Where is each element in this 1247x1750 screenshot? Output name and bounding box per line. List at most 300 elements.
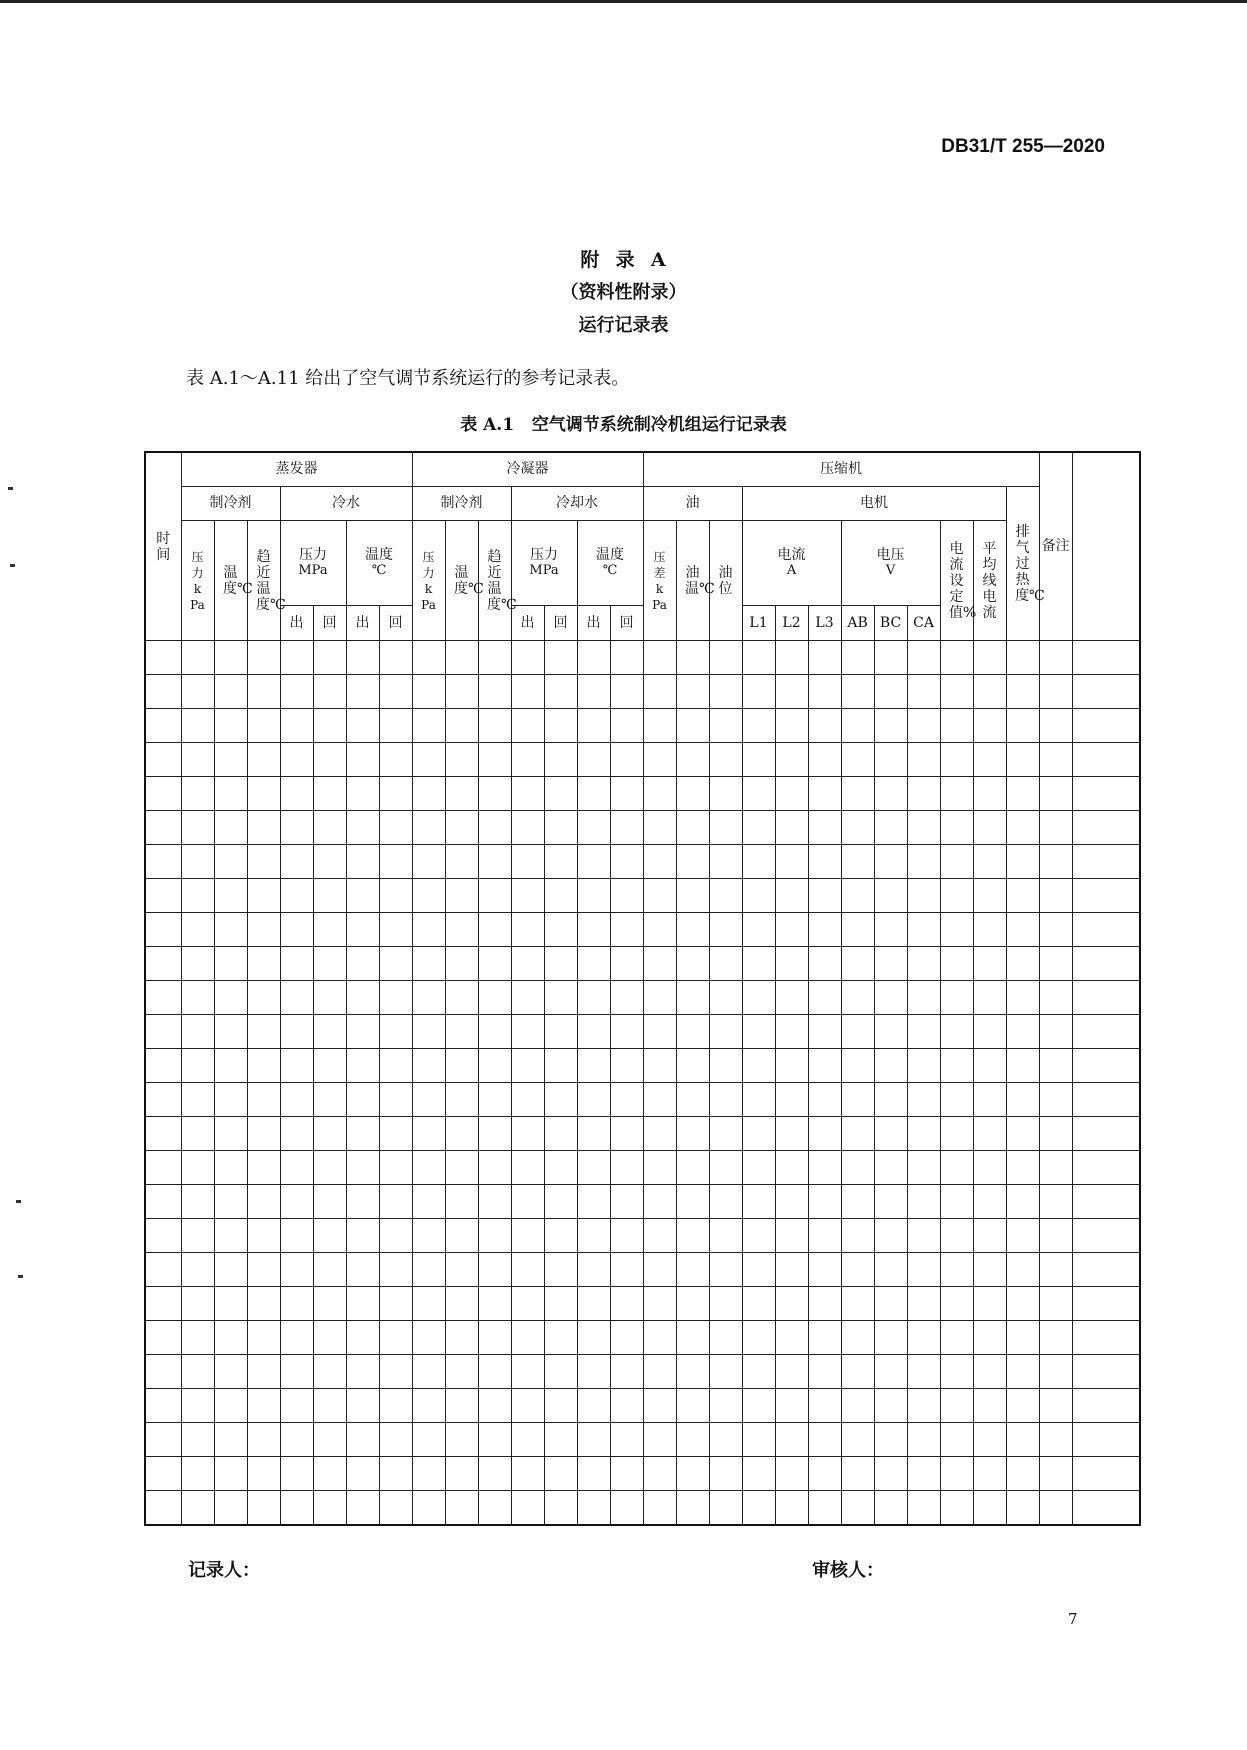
table-cell[interactable]: [676, 777, 709, 811]
table-cell[interactable]: [775, 777, 808, 811]
table-cell[interactable]: [247, 1457, 280, 1491]
table-cell[interactable]: [973, 675, 1006, 709]
table-cell[interactable]: [313, 743, 346, 777]
table-cell[interactable]: [445, 1049, 478, 1083]
table-cell[interactable]: [1039, 1015, 1072, 1049]
table-cell[interactable]: [412, 709, 445, 743]
table-cell[interactable]: [874, 1219, 907, 1253]
table-cell[interactable]: [214, 879, 247, 913]
table-cell[interactable]: [940, 947, 973, 981]
table-cell[interactable]: [511, 1423, 544, 1457]
table-cell[interactable]: [181, 1049, 214, 1083]
table-cell[interactable]: [709, 947, 742, 981]
table-cell[interactable]: [313, 1253, 346, 1287]
table-cell[interactable]: [1072, 1049, 1140, 1083]
table-cell[interactable]: [247, 1117, 280, 1151]
table-cell[interactable]: [775, 1253, 808, 1287]
table-cell[interactable]: [1006, 1457, 1039, 1491]
table-cell[interactable]: [676, 675, 709, 709]
table-cell[interactable]: [775, 743, 808, 777]
table-cell[interactable]: [610, 1083, 643, 1117]
table-cell[interactable]: [511, 641, 544, 675]
table-cell[interactable]: [247, 1321, 280, 1355]
table-cell[interactable]: [478, 1219, 511, 1253]
table-cell[interactable]: [478, 743, 511, 777]
table-cell[interactable]: [544, 1151, 577, 1185]
table-cell[interactable]: [610, 1287, 643, 1321]
table-cell[interactable]: [478, 947, 511, 981]
table-cell[interactable]: [610, 1389, 643, 1423]
table-cell[interactable]: [676, 1185, 709, 1219]
table-cell[interactable]: [379, 1491, 412, 1526]
table-cell[interactable]: [1039, 913, 1072, 947]
table-cell[interactable]: [346, 981, 379, 1015]
table-cell[interactable]: [1039, 981, 1072, 1015]
table-cell[interactable]: [346, 811, 379, 845]
table-cell[interactable]: [313, 777, 346, 811]
table-cell[interactable]: [709, 913, 742, 947]
table-cell[interactable]: [1072, 1423, 1140, 1457]
table-cell[interactable]: [511, 845, 544, 879]
table-cell[interactable]: [643, 1083, 676, 1117]
table-cell[interactable]: [643, 1321, 676, 1355]
table-cell[interactable]: [973, 1083, 1006, 1117]
table-cell[interactable]: [907, 1355, 940, 1389]
table-cell[interactable]: [511, 811, 544, 845]
table-cell[interactable]: [742, 641, 775, 675]
table-cell[interactable]: [478, 1151, 511, 1185]
table-cell[interactable]: [412, 1219, 445, 1253]
table-cell[interactable]: [643, 1355, 676, 1389]
table-cell[interactable]: [1072, 947, 1140, 981]
table-cell[interactable]: [742, 1185, 775, 1219]
table-cell[interactable]: [742, 981, 775, 1015]
table-cell[interactable]: [145, 1355, 181, 1389]
table-cell[interactable]: [709, 1049, 742, 1083]
table-cell[interactable]: [709, 777, 742, 811]
table-cell[interactable]: [478, 1355, 511, 1389]
table-cell[interactable]: [1039, 1253, 1072, 1287]
table-cell[interactable]: [907, 1321, 940, 1355]
table-cell[interactable]: [709, 811, 742, 845]
table-cell[interactable]: [445, 1423, 478, 1457]
table-cell[interactable]: [313, 1355, 346, 1389]
table-cell[interactable]: [346, 1457, 379, 1491]
table-cell[interactable]: [676, 1151, 709, 1185]
table-cell[interactable]: [907, 1185, 940, 1219]
table-cell[interactable]: [280, 1389, 313, 1423]
table-cell[interactable]: [478, 1015, 511, 1049]
table-cell[interactable]: [181, 1015, 214, 1049]
table-cell[interactable]: [445, 709, 478, 743]
table-cell[interactable]: [643, 675, 676, 709]
table-cell[interactable]: [544, 709, 577, 743]
table-cell[interactable]: [1006, 1049, 1039, 1083]
table-cell[interactable]: [1006, 1117, 1039, 1151]
table-cell[interactable]: [346, 1185, 379, 1219]
table-cell[interactable]: [709, 1151, 742, 1185]
table-cell[interactable]: [511, 1049, 544, 1083]
table-cell[interactable]: [676, 1219, 709, 1253]
table-cell[interactable]: [544, 845, 577, 879]
table-cell[interactable]: [577, 1355, 610, 1389]
table-cell[interactable]: [379, 1083, 412, 1117]
table-cell[interactable]: [511, 879, 544, 913]
table-cell[interactable]: [145, 981, 181, 1015]
table-cell[interactable]: [709, 675, 742, 709]
table-cell[interactable]: [214, 845, 247, 879]
table-cell[interactable]: [808, 1321, 841, 1355]
table-cell[interactable]: [709, 1117, 742, 1151]
table-cell[interactable]: [247, 947, 280, 981]
table-cell[interactable]: [808, 981, 841, 1015]
table-cell[interactable]: [511, 1253, 544, 1287]
table-cell[interactable]: [775, 1185, 808, 1219]
table-cell[interactable]: [577, 1219, 610, 1253]
table-cell[interactable]: [181, 1321, 214, 1355]
table-cell[interactable]: [145, 1015, 181, 1049]
table-cell[interactable]: [643, 811, 676, 845]
table-cell[interactable]: [247, 981, 280, 1015]
table-cell[interactable]: [742, 1117, 775, 1151]
table-cell[interactable]: [841, 1219, 874, 1253]
table-cell[interactable]: [874, 947, 907, 981]
table-cell[interactable]: [940, 675, 973, 709]
table-cell[interactable]: [742, 1049, 775, 1083]
table-cell[interactable]: [973, 811, 1006, 845]
table-cell[interactable]: [313, 981, 346, 1015]
table-cell[interactable]: [445, 777, 478, 811]
table-cell[interactable]: [940, 743, 973, 777]
table-cell[interactable]: [214, 1185, 247, 1219]
table-cell[interactable]: [181, 1117, 214, 1151]
table-cell[interactable]: [973, 743, 1006, 777]
table-cell[interactable]: [577, 1389, 610, 1423]
table-cell[interactable]: [181, 1355, 214, 1389]
table-cell[interactable]: [247, 1185, 280, 1219]
table-cell[interactable]: [247, 1423, 280, 1457]
table-cell[interactable]: [511, 1185, 544, 1219]
table-cell[interactable]: [973, 913, 1006, 947]
table-cell[interactable]: [412, 1457, 445, 1491]
table-cell[interactable]: [511, 1083, 544, 1117]
table-cell[interactable]: [181, 879, 214, 913]
table-cell[interactable]: [709, 1219, 742, 1253]
table-cell[interactable]: [907, 1219, 940, 1253]
table-cell[interactable]: [1006, 1253, 1039, 1287]
table-cell[interactable]: [643, 1457, 676, 1491]
table-cell[interactable]: [145, 1423, 181, 1457]
table-cell[interactable]: [145, 1287, 181, 1321]
table-cell[interactable]: [214, 1491, 247, 1526]
table-cell[interactable]: [247, 1015, 280, 1049]
table-cell[interactable]: [940, 879, 973, 913]
table-cell[interactable]: [610, 675, 643, 709]
table-cell[interactable]: [973, 1457, 1006, 1491]
table-cell[interactable]: [181, 1083, 214, 1117]
table-cell[interactable]: [346, 641, 379, 675]
table-cell[interactable]: [511, 1457, 544, 1491]
table-cell[interactable]: [610, 947, 643, 981]
table-cell[interactable]: [511, 913, 544, 947]
table-cell[interactable]: [1006, 845, 1039, 879]
table-cell[interactable]: [841, 1083, 874, 1117]
table-cell[interactable]: [676, 879, 709, 913]
table-cell[interactable]: [940, 1049, 973, 1083]
table-cell[interactable]: [742, 777, 775, 811]
table-cell[interactable]: [181, 1287, 214, 1321]
table-cell[interactable]: [214, 811, 247, 845]
table-cell[interactable]: [544, 981, 577, 1015]
table-cell[interactable]: [973, 879, 1006, 913]
table-cell[interactable]: [478, 1185, 511, 1219]
table-cell[interactable]: [973, 1355, 1006, 1389]
table-cell[interactable]: [940, 913, 973, 947]
table-cell[interactable]: [742, 1287, 775, 1321]
table-cell[interactable]: [808, 1389, 841, 1423]
table-cell[interactable]: [445, 879, 478, 913]
table-cell[interactable]: [379, 1117, 412, 1151]
table-cell[interactable]: [874, 1287, 907, 1321]
table-cell[interactable]: [412, 1253, 445, 1287]
table-cell[interactable]: [313, 1491, 346, 1526]
table-cell[interactable]: [478, 1321, 511, 1355]
table-cell[interactable]: [313, 675, 346, 709]
table-cell[interactable]: [445, 1389, 478, 1423]
table-cell[interactable]: [907, 1423, 940, 1457]
table-cell[interactable]: [346, 743, 379, 777]
table-cell[interactable]: [841, 1457, 874, 1491]
table-cell[interactable]: [577, 1015, 610, 1049]
table-cell[interactable]: [676, 743, 709, 777]
table-cell[interactable]: [214, 1287, 247, 1321]
table-cell[interactable]: [379, 1389, 412, 1423]
table-cell[interactable]: [742, 1423, 775, 1457]
table-cell[interactable]: [841, 709, 874, 743]
table-cell[interactable]: [808, 1185, 841, 1219]
table-cell[interactable]: [1072, 1287, 1140, 1321]
table-cell[interactable]: [775, 1015, 808, 1049]
table-cell[interactable]: [247, 1219, 280, 1253]
table-cell[interactable]: [874, 777, 907, 811]
table-cell[interactable]: [874, 1423, 907, 1457]
table-cell[interactable]: [247, 641, 280, 675]
table-cell[interactable]: [577, 981, 610, 1015]
table-cell[interactable]: [214, 675, 247, 709]
table-cell[interactable]: [478, 1287, 511, 1321]
table-cell[interactable]: [346, 1049, 379, 1083]
table-cell[interactable]: [577, 641, 610, 675]
table-cell[interactable]: [841, 777, 874, 811]
table-cell[interactable]: [841, 641, 874, 675]
table-cell[interactable]: [841, 947, 874, 981]
table-cell[interactable]: [145, 1151, 181, 1185]
table-cell[interactable]: [445, 1219, 478, 1253]
table-cell[interactable]: [247, 743, 280, 777]
table-cell[interactable]: [610, 1117, 643, 1151]
table-cell[interactable]: [280, 641, 313, 675]
table-cell[interactable]: [874, 811, 907, 845]
table-cell[interactable]: [973, 1253, 1006, 1287]
table-cell[interactable]: [841, 1423, 874, 1457]
table-cell[interactable]: [775, 1457, 808, 1491]
table-cell[interactable]: [808, 743, 841, 777]
table-cell[interactable]: [445, 1321, 478, 1355]
table-cell[interactable]: [973, 1015, 1006, 1049]
table-cell[interactable]: [511, 1287, 544, 1321]
table-cell[interactable]: [808, 709, 841, 743]
table-cell[interactable]: [181, 1423, 214, 1457]
table-cell[interactable]: [742, 1491, 775, 1526]
table-cell[interactable]: [577, 879, 610, 913]
table-cell[interactable]: [1072, 641, 1140, 675]
table-cell[interactable]: [907, 1117, 940, 1151]
table-cell[interactable]: [280, 1423, 313, 1457]
table-cell[interactable]: [181, 845, 214, 879]
table-cell[interactable]: [379, 1423, 412, 1457]
table-cell[interactable]: [247, 1083, 280, 1117]
table-cell[interactable]: [874, 1491, 907, 1526]
table-cell[interactable]: [247, 913, 280, 947]
table-cell[interactable]: [1039, 1083, 1072, 1117]
table-cell[interactable]: [808, 1083, 841, 1117]
table-cell[interactable]: [313, 1287, 346, 1321]
table-cell[interactable]: [742, 1083, 775, 1117]
table-cell[interactable]: [808, 675, 841, 709]
table-cell[interactable]: [808, 1151, 841, 1185]
table-cell[interactable]: [709, 641, 742, 675]
table-cell[interactable]: [940, 1117, 973, 1151]
table-cell[interactable]: [1006, 913, 1039, 947]
table-cell[interactable]: [313, 1083, 346, 1117]
table-cell[interactable]: [643, 777, 676, 811]
table-cell[interactable]: [775, 981, 808, 1015]
table-cell[interactable]: [973, 1117, 1006, 1151]
table-cell[interactable]: [775, 1151, 808, 1185]
table-cell[interactable]: [643, 641, 676, 675]
table-cell[interactable]: [643, 1253, 676, 1287]
table-cell[interactable]: [808, 1491, 841, 1526]
table-cell[interactable]: [808, 947, 841, 981]
table-cell[interactable]: [1039, 947, 1072, 981]
table-cell[interactable]: [907, 1083, 940, 1117]
table-cell[interactable]: [643, 1389, 676, 1423]
table-cell[interactable]: [1072, 1389, 1140, 1423]
table-cell[interactable]: [676, 1491, 709, 1526]
table-cell[interactable]: [247, 1389, 280, 1423]
table-cell[interactable]: [247, 1253, 280, 1287]
table-cell[interactable]: [874, 1049, 907, 1083]
table-cell[interactable]: [742, 879, 775, 913]
table-cell[interactable]: [478, 709, 511, 743]
table-cell[interactable]: [874, 675, 907, 709]
table-cell[interactable]: [346, 1423, 379, 1457]
table-cell[interactable]: [313, 1457, 346, 1491]
table-cell[interactable]: [1039, 1287, 1072, 1321]
table-cell[interactable]: [445, 1151, 478, 1185]
table-cell[interactable]: [940, 1423, 973, 1457]
table-cell[interactable]: [412, 1117, 445, 1151]
table-cell[interactable]: [775, 1083, 808, 1117]
table-cell[interactable]: [1072, 675, 1140, 709]
table-cell[interactable]: [1006, 879, 1039, 913]
table-cell[interactable]: [940, 1219, 973, 1253]
table-cell[interactable]: [973, 1219, 1006, 1253]
table-cell[interactable]: [775, 1287, 808, 1321]
table-cell[interactable]: [1006, 743, 1039, 777]
table-cell[interactable]: [577, 1491, 610, 1526]
table-cell[interactable]: [1072, 879, 1140, 913]
table-cell[interactable]: [379, 675, 412, 709]
table-cell[interactable]: [445, 913, 478, 947]
table-cell[interactable]: [1072, 1151, 1140, 1185]
table-cell[interactable]: [841, 1491, 874, 1526]
table-cell[interactable]: [1039, 743, 1072, 777]
table-cell[interactable]: [280, 1185, 313, 1219]
table-cell[interactable]: [145, 845, 181, 879]
table-cell[interactable]: [313, 845, 346, 879]
table-cell[interactable]: [841, 1049, 874, 1083]
table-cell[interactable]: [1039, 1423, 1072, 1457]
table-cell[interactable]: [577, 1287, 610, 1321]
table-cell[interactable]: [214, 777, 247, 811]
table-cell[interactable]: [907, 1491, 940, 1526]
table-cell[interactable]: [808, 1253, 841, 1287]
table-cell[interactable]: [412, 1355, 445, 1389]
table-cell[interactable]: [709, 743, 742, 777]
table-cell[interactable]: [742, 1321, 775, 1355]
table-cell[interactable]: [742, 1219, 775, 1253]
table-cell[interactable]: [214, 1389, 247, 1423]
table-cell[interactable]: [1072, 1083, 1140, 1117]
table-cell[interactable]: [841, 1117, 874, 1151]
table-cell[interactable]: [181, 1457, 214, 1491]
table-cell[interactable]: [214, 1083, 247, 1117]
table-cell[interactable]: [643, 1049, 676, 1083]
table-cell[interactable]: [412, 1015, 445, 1049]
table-cell[interactable]: [610, 1321, 643, 1355]
table-cell[interactable]: [709, 1321, 742, 1355]
table-cell[interactable]: [445, 845, 478, 879]
table-cell[interactable]: [577, 811, 610, 845]
table-cell[interactable]: [1072, 845, 1140, 879]
table-cell[interactable]: [280, 845, 313, 879]
table-cell[interactable]: [145, 879, 181, 913]
table-cell[interactable]: [940, 1321, 973, 1355]
table-cell[interactable]: [214, 913, 247, 947]
table-cell[interactable]: [346, 1015, 379, 1049]
table-cell[interactable]: [775, 675, 808, 709]
table-cell[interactable]: [907, 641, 940, 675]
table-cell[interactable]: [511, 1151, 544, 1185]
table-cell[interactable]: [841, 981, 874, 1015]
table-cell[interactable]: [247, 811, 280, 845]
table-cell[interactable]: [280, 709, 313, 743]
table-cell[interactable]: [313, 1389, 346, 1423]
table-cell[interactable]: [775, 1423, 808, 1457]
table-cell[interactable]: [181, 1219, 214, 1253]
table-cell[interactable]: [145, 913, 181, 947]
table-cell[interactable]: [313, 1185, 346, 1219]
table-cell[interactable]: [841, 845, 874, 879]
table-cell[interactable]: [643, 845, 676, 879]
table-cell[interactable]: [1006, 1321, 1039, 1355]
table-cell[interactable]: [511, 1219, 544, 1253]
table-cell[interactable]: [1072, 743, 1140, 777]
table-cell[interactable]: [874, 913, 907, 947]
table-cell[interactable]: [973, 1491, 1006, 1526]
table-cell[interactable]: [676, 1015, 709, 1049]
